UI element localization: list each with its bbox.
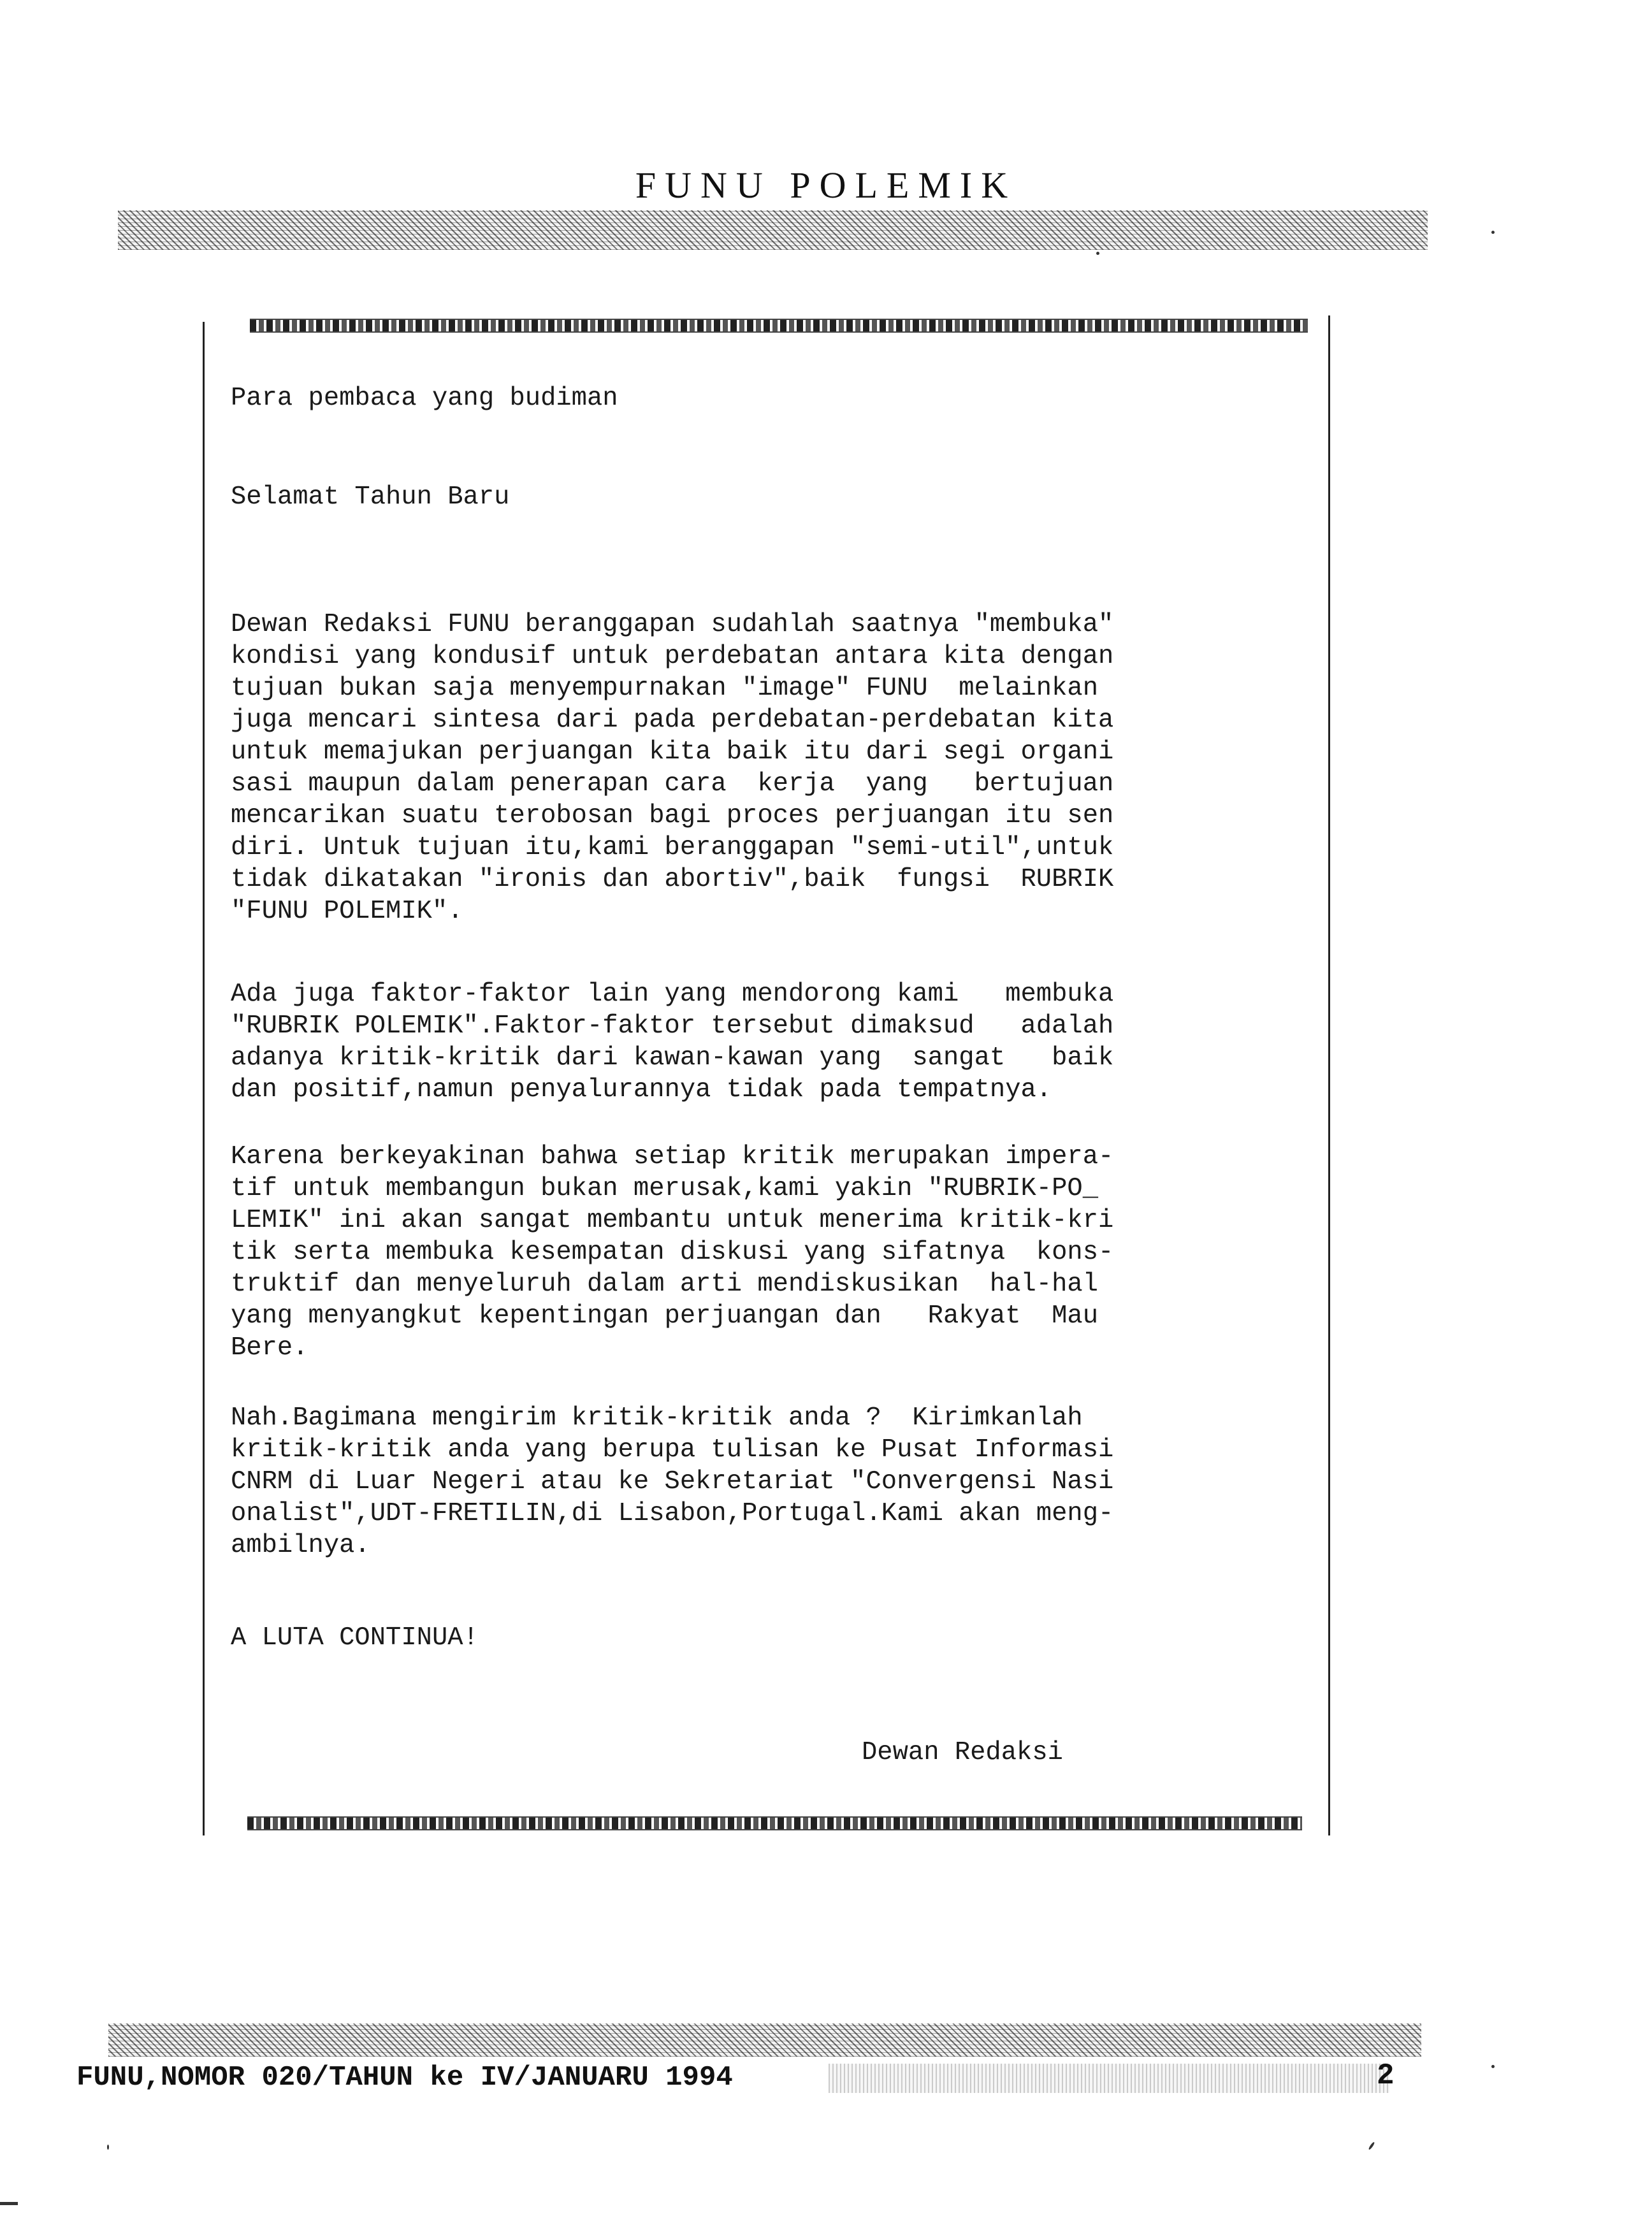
- scan-speck: [1096, 252, 1099, 255]
- frame-right-rule: [1328, 315, 1330, 1835]
- letter-closing: A LUTA CONTINUA!: [231, 1623, 479, 1653]
- scan-speck: [107, 2145, 109, 2150]
- paragraph-line: onalist",UDT-FRETILIN,di Lisabon,Portugal.Kami akan meng-: [231, 1499, 1114, 1528]
- paragraph-line: Bere.: [231, 1333, 308, 1363]
- publication-title: FUNU POLEMIK: [635, 164, 1017, 206]
- letter-signature: Dewan Redaksi: [862, 1738, 1063, 1767]
- paragraph-line: tujuan bukan saja menyempurnakan "image" FUNU melainkan: [231, 674, 1099, 703]
- scan-speck: [0, 2202, 18, 2205]
- paragraph-line: CNRM di Luar Negeri atau ke Sekretariat "Convergensi Nasi: [231, 1467, 1114, 1496]
- footer-stipple-band: [829, 2064, 1389, 2093]
- letter-new-year: Selamat Tahun Baru: [231, 482, 510, 512]
- paragraph-line: tif untuk membangun bukan merusak,kami yakin "RUBRIK-PO_: [231, 1174, 1099, 1203]
- paragraph-line: juga mencari sintesa dari pada perdebatan-perdebatan kita: [231, 706, 1114, 735]
- issue-line: FUNU,NOMOR 020/TAHUN ke IV/JANUARU 1994: [76, 2062, 733, 2094]
- letter-paragraph-4: [231, 1402, 1113, 1561]
- paragraph-line: Dewan Redaksi FUNU beranggapan sudahlah saatnya "membuka": [231, 610, 1114, 639]
- paragraph-line: yang menyangkut kepentingan perjuangan dan Rakyat Mau: [231, 1301, 1099, 1331]
- page-number: 2: [1377, 2059, 1395, 2092]
- paragraph-line: Nah.Bagimana mengirim kritik-kritik anda ? Kirimkanlah: [231, 1403, 1083, 1433]
- paragraph-line: diri. Untuk tujuan itu,kami beranggapan "semi-util",untuk: [231, 833, 1114, 862]
- paragraph-line: adanya kritik-kritik dari kawan-kawan yang sangat baik: [231, 1043, 1114, 1073]
- paragraph-line: tik serta membuka kesempatan diskusi yang sifatnya kons-: [231, 1238, 1114, 1267]
- paragraph-line: dan positif,namun penyalurannya tidak pada tempatnya.: [231, 1075, 1052, 1104]
- letter-paragraph-2: [231, 978, 1113, 1106]
- paragraph-line: truktif dan menyeluruh dalam arti mendiskusikan hal-hal: [231, 1270, 1099, 1299]
- frame-bottom-rule: [247, 1816, 1302, 1830]
- paragraph-line: untuk memajukan perjuangan kita baik itu dari segi organi: [231, 737, 1114, 767]
- footer-hatch-band: [108, 2023, 1421, 2057]
- paragraph-line: tidak dikatakan "ironis dan abortiv",baik fungsi RUBRIK: [231, 865, 1114, 894]
- paragraph-line: "RUBRIK POLEMIK".Faktor-faktor tersebut dimaksud adalah: [231, 1011, 1114, 1041]
- paragraph-line: kondisi yang kondusif untuk perdebatan antara kita dengan: [231, 642, 1114, 671]
- letter-paragraph-1: [231, 609, 1113, 927]
- scan-speck: [1368, 2141, 1375, 2150]
- paragraph-line: Ada juga faktor-faktor lain yang mendorong kami membuka: [231, 980, 1114, 1009]
- frame-left-rule: [203, 322, 205, 1835]
- scan-speck: [1491, 231, 1495, 234]
- paragraph-line: LEMIK" ini akan sangat membantu untuk menerima kritik-kri: [231, 1206, 1114, 1235]
- paragraph-line: Karena berkeyakinan bahwa setiap kritik merupakan impera-: [231, 1142, 1114, 1171]
- letter-paragraph-3: [231, 1141, 1113, 1364]
- scan-speck: [1491, 2065, 1495, 2068]
- paragraph-line: kritik-kritik anda yang berupa tulisan ke Pusat Informasi: [231, 1435, 1114, 1465]
- letter-greeting: Para pembaca yang budiman: [231, 384, 618, 413]
- editorial-letter: [231, 382, 1327, 1767]
- paragraph-line: mencarikan suatu terobosan bagi proces perjuangan itu sen: [231, 801, 1114, 830]
- frame-top-rule: [250, 319, 1308, 333]
- paragraph-line: ambilnya.: [231, 1531, 370, 1560]
- paragraph-line: sasi maupun dalam penerapan cara kerja yang bertujuan: [231, 769, 1114, 799]
- header-hatch-band: [118, 210, 1428, 250]
- paragraph-line: "FUNU POLEMIK".: [231, 897, 463, 926]
